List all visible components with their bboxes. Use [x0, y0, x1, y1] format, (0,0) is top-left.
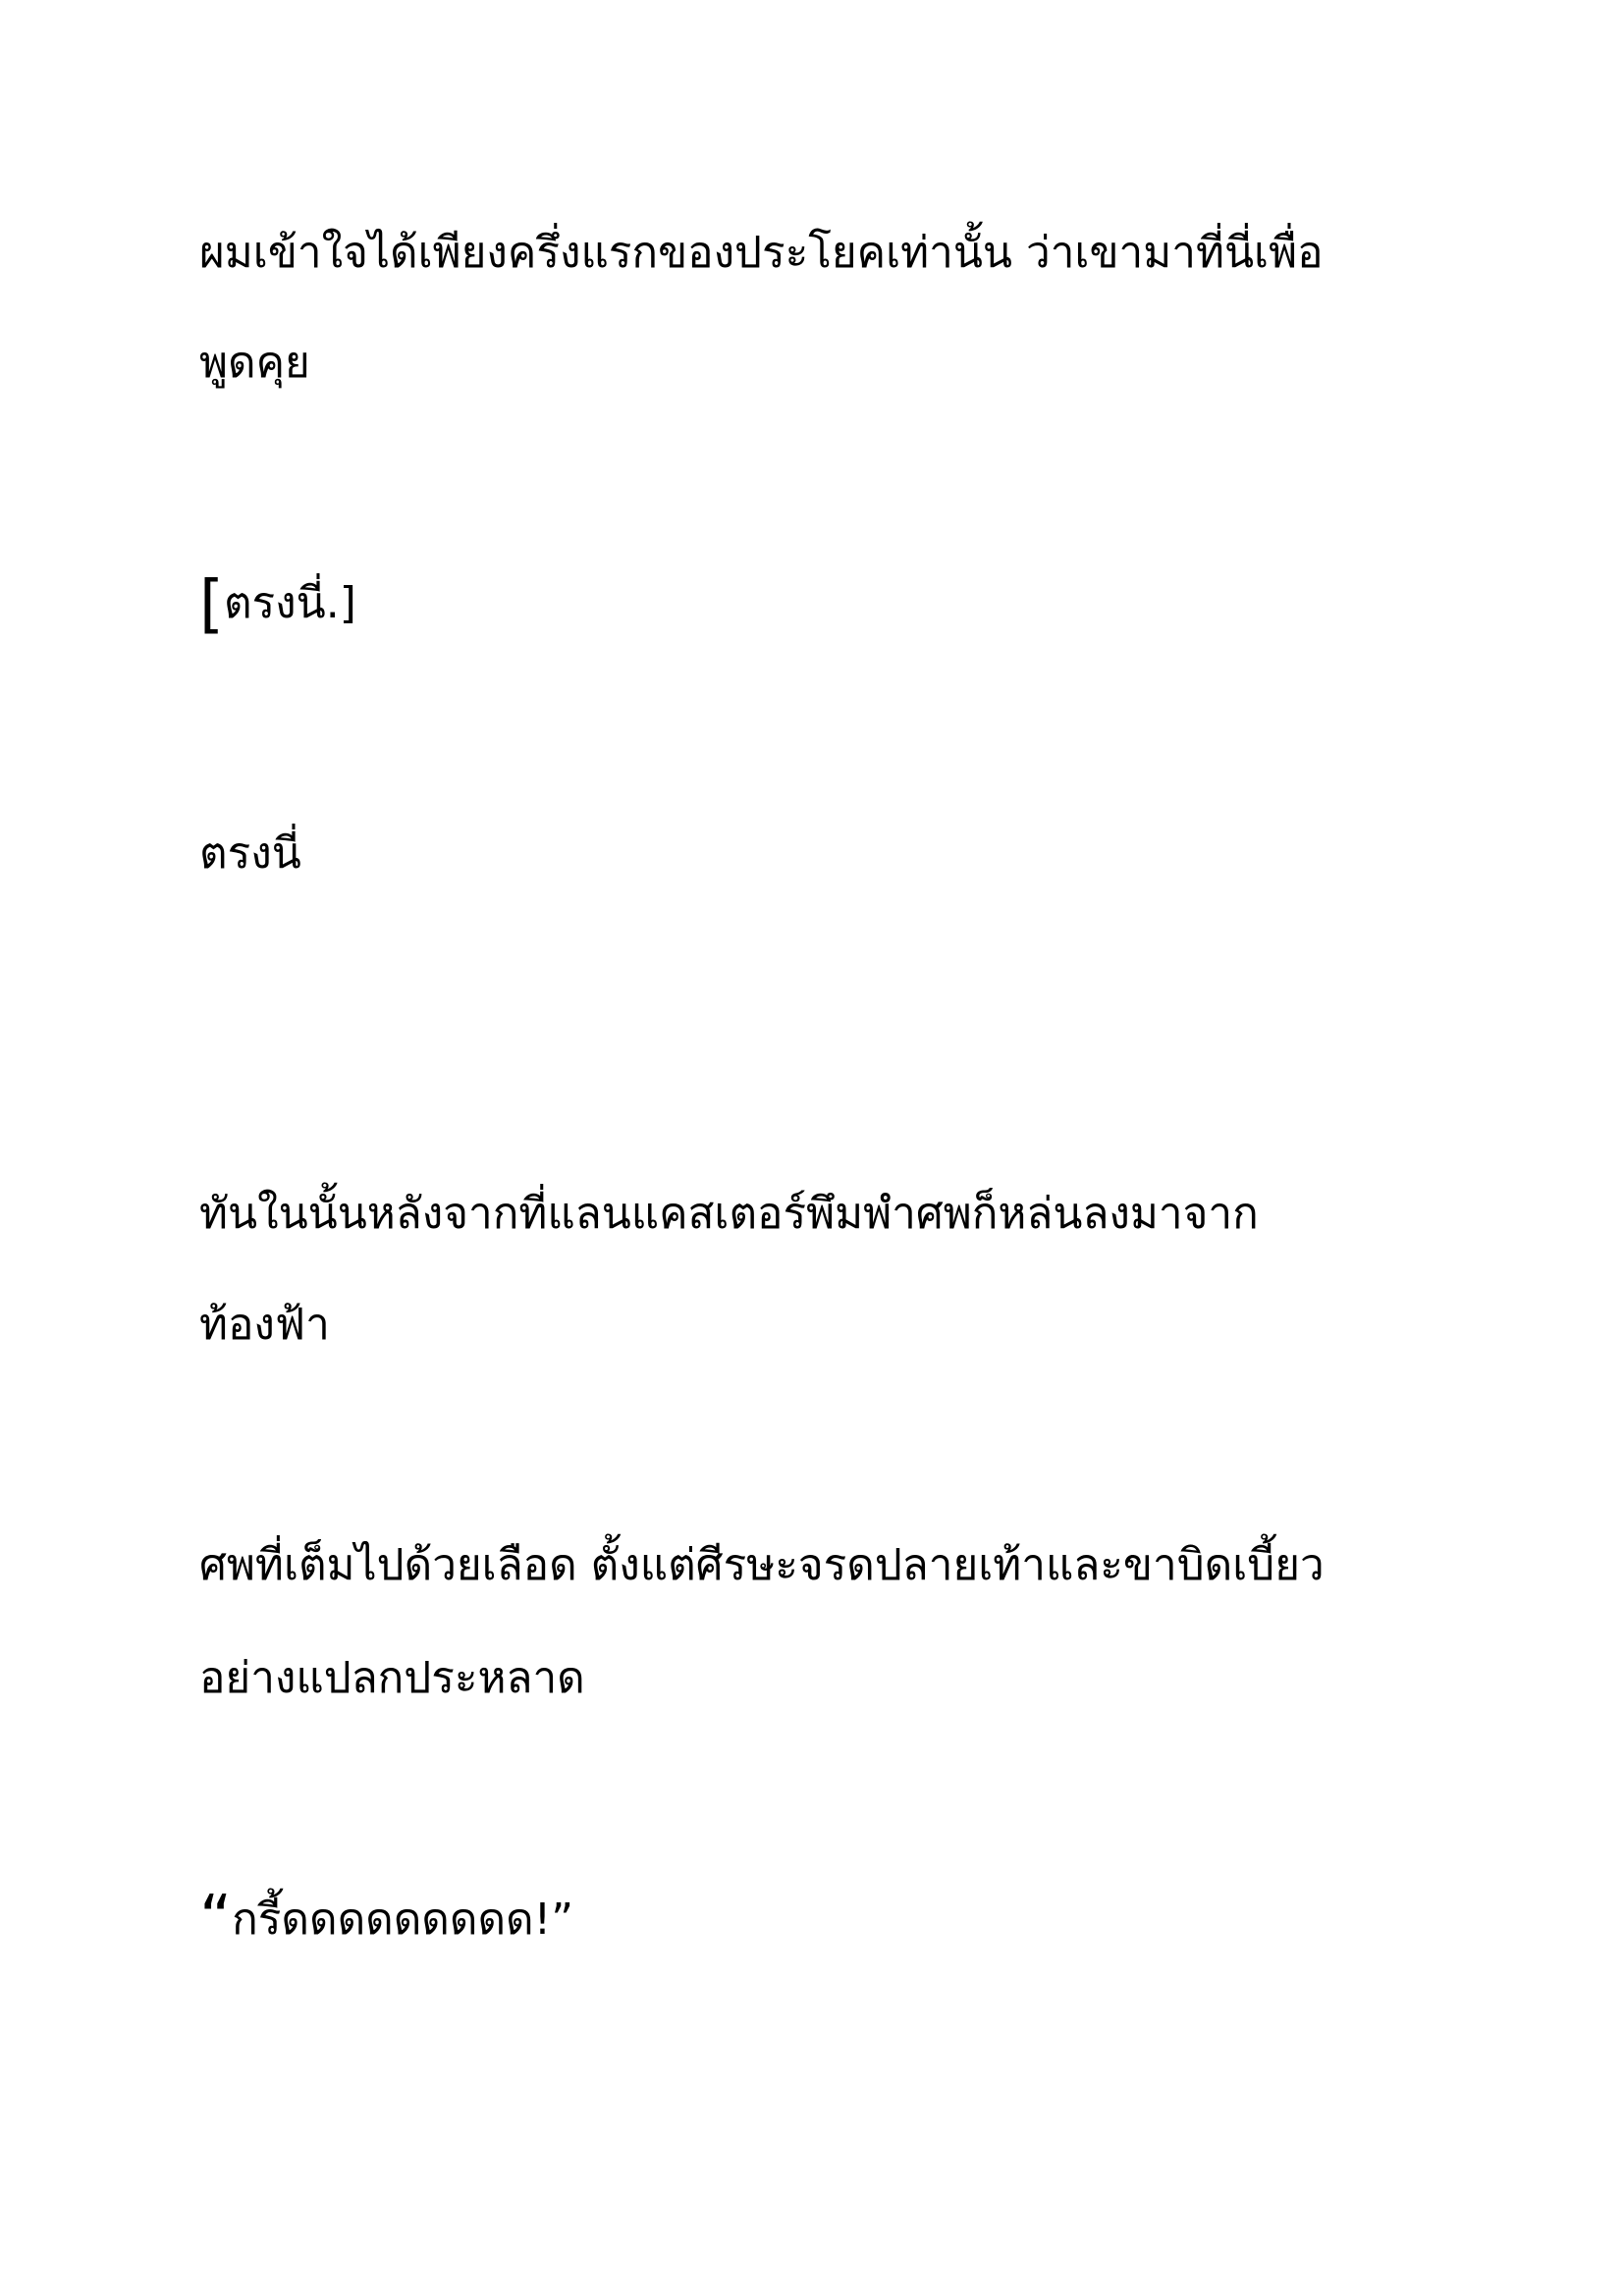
paragraph-5-line-2: อย่างแปลกประหลาด: [199, 1653, 585, 1703]
paragraph-3-line-1: ตรงนี่: [199, 828, 301, 879]
close-bracket: ]: [339, 578, 356, 628]
paragraph-4-line-2: ท้องฟ้า: [199, 1300, 330, 1350]
open-quote: “: [199, 1883, 233, 1955]
quoted-line: [199, 1883, 574, 1955]
quoted-text: กรี้ดดดดดดดดด!”: [232, 1895, 574, 1945]
paragraph-5-line-1: ศพที่เต็มไปด้วยเลือด ตั้งแต่ศีรษะจรดปลายเท้าและขาบิดเบี้ยว: [199, 1540, 1325, 1590]
open-bracket: [: [199, 568, 224, 641]
paragraph-4-line-1: ทันในนั้นหลังจากที่แลนแคสเตอร์พึมพำศพก็หล่นลงมาจาก: [199, 1189, 1259, 1239]
paragraph-1-line-2: พูดคุย: [199, 338, 310, 388]
bracketed-text: ตรงนี่.: [223, 578, 340, 628]
paragraph-1-line-1: ผมเข้าใจได้เพียงครึ่งแรกของประโยคเท่านั้น ว่าเขามาที่นี่เพื่อ: [199, 228, 1324, 278]
bracketed-line: [199, 568, 356, 641]
